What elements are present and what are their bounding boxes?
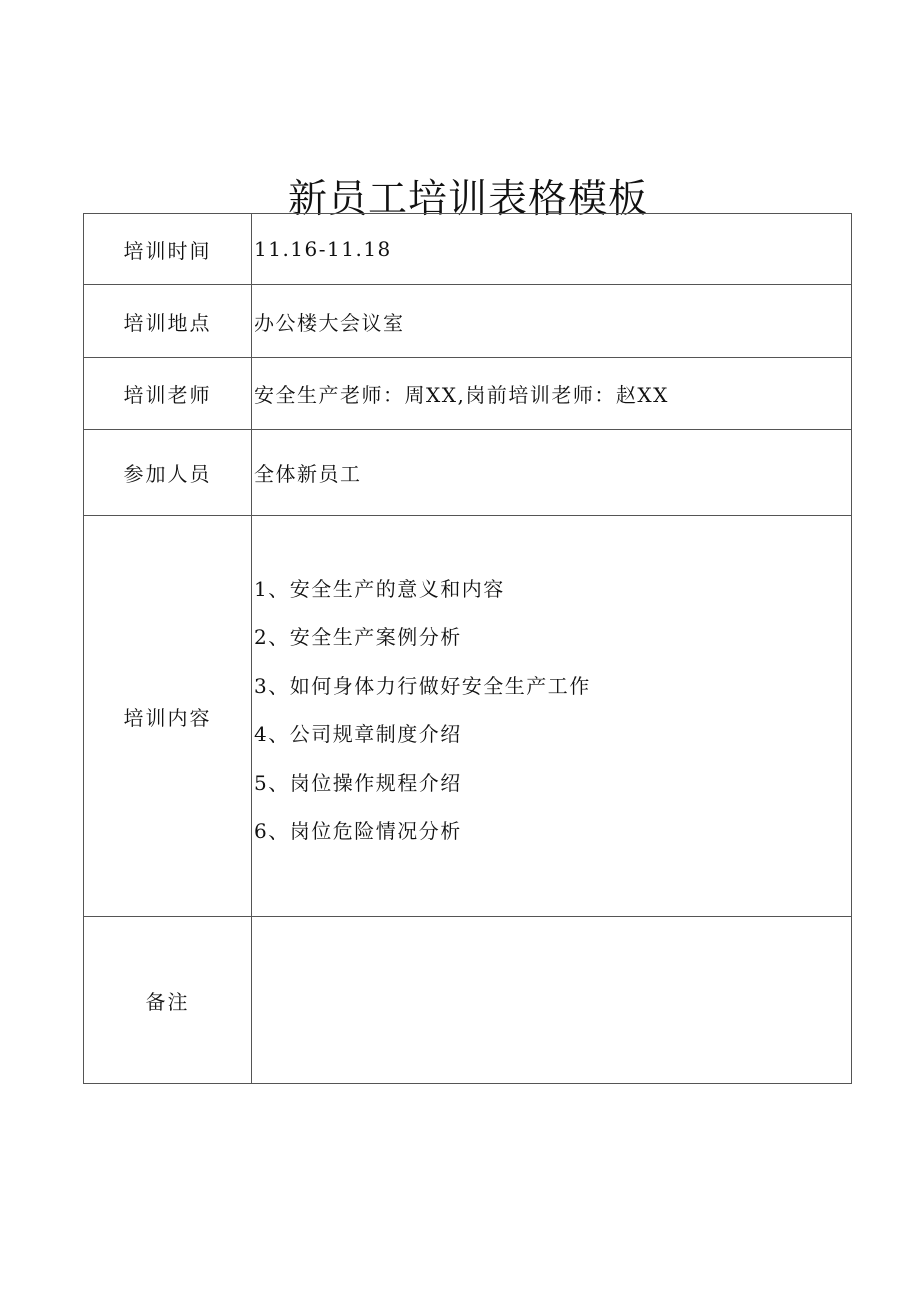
training-teacher-label: 培训老师 [84,358,252,430]
training-content-row [84,516,852,917]
training-time-value: 11.16-11.18 [252,214,852,285]
list-item: 3、如何身体力行做好安全生产工作 [254,673,591,698]
remark-row [84,917,852,1084]
remark-value [252,917,852,1084]
training-time-row [84,214,852,285]
training-teacher-value: 安全生产老师：周XX,岗前培训老师：赵XX [252,358,852,430]
training-content-list [254,565,851,856]
list-item: 1、安全生产的意义和内容 [254,576,505,601]
participants-value: 全体新员工 [252,430,852,516]
list-item: 4、公司规章制度介绍 [254,722,462,746]
list-item: 5、岗位操作规程介绍 [254,770,462,795]
participants-row [84,430,852,516]
participants-label: 参加人员 [84,430,252,516]
training-place-label: 培训地点 [84,285,252,358]
list-item: 2、安全生产案例分析 [254,625,462,649]
training-place-row [84,285,852,358]
training-time-label: 培训时间 [84,214,252,285]
training-content-cell [252,516,852,917]
training-content-label: 培训内容 [84,516,252,917]
training-form-table [83,213,852,1084]
training-teacher-row [84,358,852,430]
list-item: 6、岗位危险情况分析 [254,819,462,843]
training-place-value: 办公楼大会议室 [252,285,852,358]
page-title: 新员工培训表格模板 [287,177,648,223]
remark-label: 备注 [84,917,252,1084]
